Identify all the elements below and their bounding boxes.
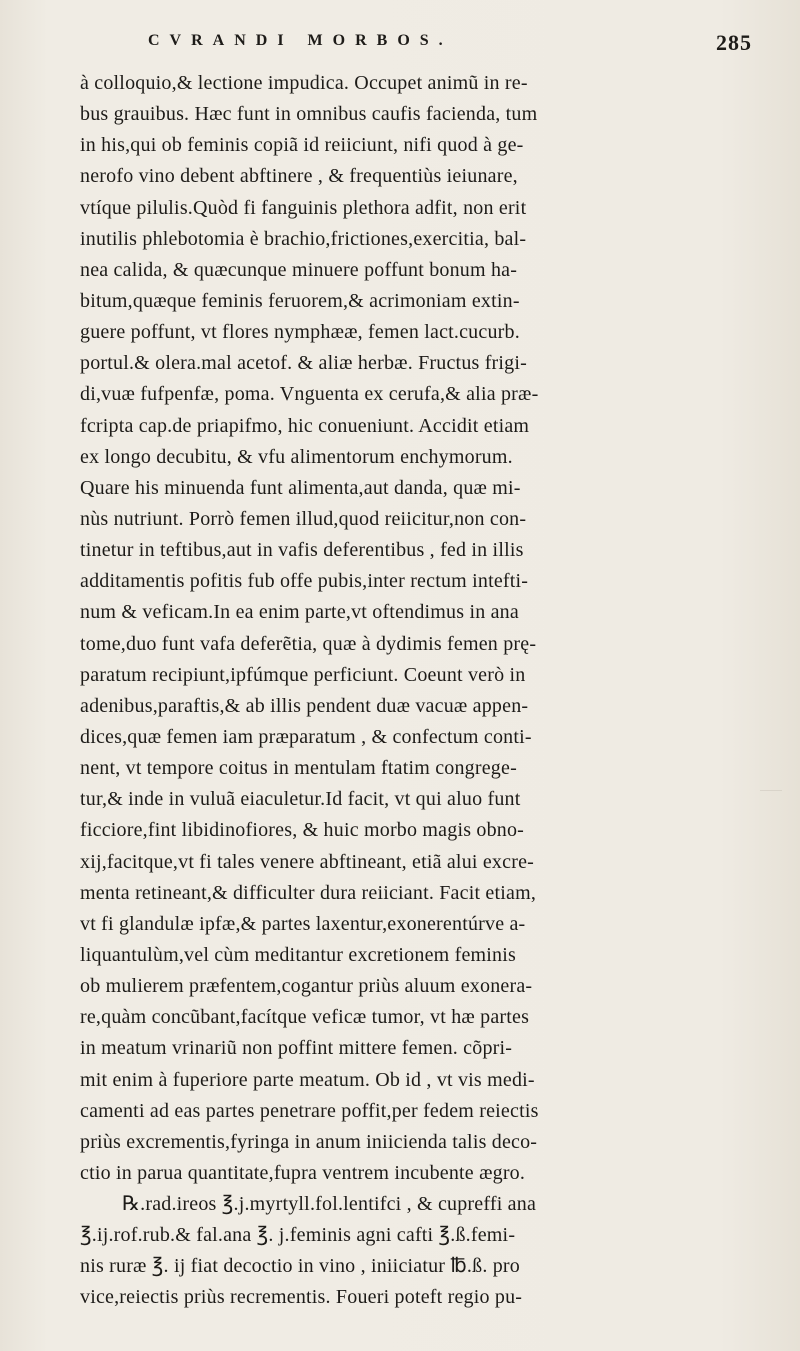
text-line: vtíque pilulis.Quòd fi fanguinis plethora adfit, non erit <box>80 196 527 219</box>
text-line: re,quàm concũbant,facítque veficæ tumor, vt hæ partes <box>80 1006 530 1029</box>
text-line: vice,reiectis priùs recrementis. Foueri poteft regio pu- <box>80 1286 523 1309</box>
text-line: liquantulùm,vel cùm meditantur excretionem feminis <box>80 943 516 966</box>
running-head <box>148 28 760 60</box>
show-through-mark <box>760 790 782 809</box>
text-line: guere poffunt, vt flores nymphææ, femen lact.cucurb. <box>80 321 520 344</box>
text-line: num & veficam.In ea enim parte,vt oftendimus in ana <box>80 601 519 624</box>
text-line: à colloquio,& lectione impudica. Occupet animũ in re- <box>80 72 528 94</box>
text-line: mit enim à fuperiore parte meatum. Ob id , vt vis medi- <box>80 1068 535 1091</box>
text-line: fcripta cap.de priapifmo, hic conueniunt. Accidit etiam <box>80 414 530 437</box>
text-line: nea calida, & quæcunque minuere poffunt bonum ha- <box>80 258 518 281</box>
text-line: tinetur in teftibus,aut in vafis deferentibus , fed in illis <box>80 539 524 562</box>
text-line: priùs excrementis,fyringa in anum iniicienda talis deco- <box>80 1130 538 1153</box>
text-line: camenti ad eas partes penetrare poffit,per fedem reiectis <box>80 1099 539 1122</box>
text-line: ctio in parua quantitate,fupra ventrem incubente ægro. <box>80 1161 526 1184</box>
text-line: additamentis pofitis fub offe pubis,inter rectum intefti- <box>80 570 529 593</box>
body-text <box>80 68 770 1314</box>
text-line: ℥.ij.rof.rub.& fal.ana ℥. j.feminis agni cafti ℥.ß.femi- <box>80 1224 516 1247</box>
text-line: bitum,quæque feminis feruorem,& acrimoniam extin- <box>80 289 520 312</box>
text-line: in meatum vrinariũ non poffint mittere femen. cõpri- <box>80 1037 513 1060</box>
text-line: nùs nutriunt. Porrò femen illud,quod reiicitur,non con- <box>80 507 527 530</box>
text-line: nis ruræ ℥. ij fiat decoctio in vino , iniiciatur ℔.ß. pro <box>80 1255 520 1278</box>
text-line: tome,duo funt vafa deferẽtia, quæ à dydimis femen prę- <box>80 632 537 655</box>
text-line: ficciore,fint libidinofiores, & huic morbo magis obno- <box>80 819 525 842</box>
text-line: in his,qui ob feminis copiã id reiiciunt, nifi quod à ge- <box>80 134 524 157</box>
text-line: nerofo vino debent abftinere , & frequentiùs ieiunare, <box>80 165 518 188</box>
text-line: dices,quæ femen iam præparatum , & confectum conti- <box>80 725 532 748</box>
text-line: menta retineant,& difficulter dura reiiciant. Facit etiam, <box>80 881 537 904</box>
text-line: vt fi glandulæ ipfæ,& partes laxentur,exonerentúrve a- <box>80 912 526 935</box>
text-line: inutilis phlebotomia è brachio,frictiones,exercitia, bal- <box>80 227 527 250</box>
recipe-line: ℞.rad.ireos ℥.j.myrtyll.fol.lentifci , & cupreffi ana <box>122 1193 537 1216</box>
text-line: nent, vt tempore coitus in mentulam ftatim congrege- <box>80 757 517 780</box>
text-line: ob mulierem præfentem,cogantur priùs aluum exonera- <box>80 975 533 998</box>
text-line: paratum recipiunt,ipfúmque perficiunt. Coeunt verò in <box>80 663 526 686</box>
running-title: CVRANDI MORBOS. <box>148 32 453 49</box>
text-line: portul.& olera.mal acetof. & aliæ herbæ. Fructus frigi- <box>80 352 527 375</box>
text-line: bus grauibus. Hæc funt in omnibus caufis facienda, tum <box>80 103 538 126</box>
text-line: tur,& inde in vuluã eiaculetur.Id facit, vt qui aluo funt <box>80 788 521 811</box>
text-line: di,vuæ fufpenfæ, poma. Vnguenta ex cerufa,& alia præ- <box>80 383 539 406</box>
text-line: Quare his minuenda funt alimenta,aut danda, quæ mi- <box>80 476 521 499</box>
text-line: xij,facitque,vt fi tales venere abftineant, etiã alui excre- <box>80 850 535 873</box>
page-number: 285 <box>716 30 752 55</box>
text-line: ex longo decubitu, & vfu alimentorum enchymorum. <box>80 445 513 468</box>
text-line: adenibus,paraftis,& ab illis pendent duæ vacuæ appen- <box>80 694 529 717</box>
